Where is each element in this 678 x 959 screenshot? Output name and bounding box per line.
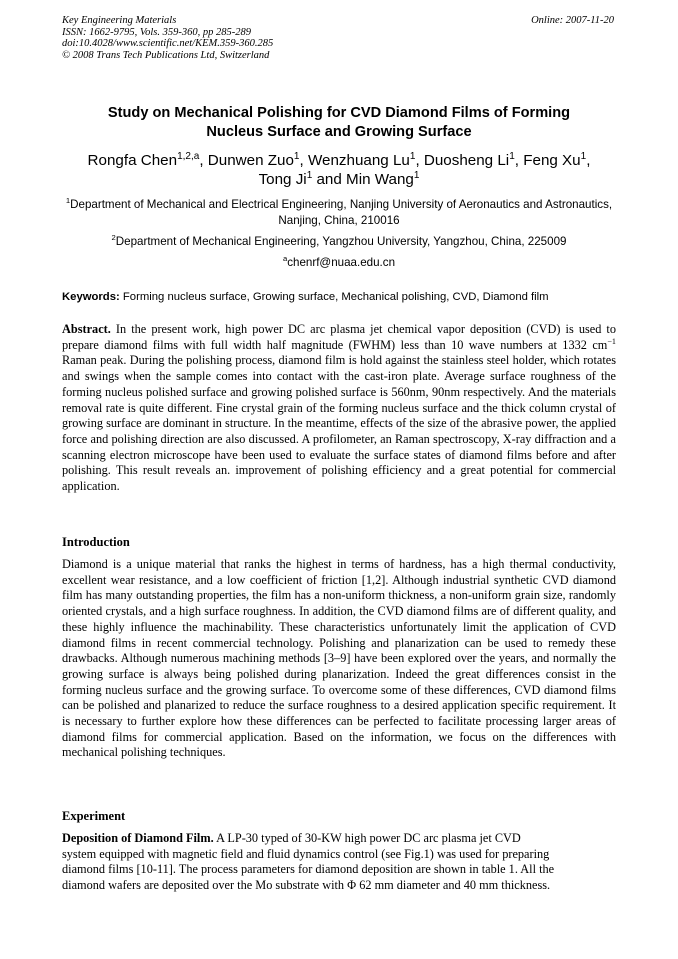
author: Rongfa Chen$^{1,2,a}$ <box>87 150 200 169</box>
author: Tong Ji$^1$ <box>258 169 313 188</box>
deposition-subheading: Deposition of Diamond Film. <box>62 831 214 845</box>
journal-header <box>62 15 273 61</box>
affiliation-1: $^1$Department of Mechanical and Electrical Engineering, Nanjing University of Aeronautics and Astronautics, Nanjing, China, 210016 <box>65 196 613 227</box>
abstract-label: Abstract. <box>62 322 111 336</box>
keywords <box>62 290 616 305</box>
keywords-label: Keywords: <box>62 291 120 303</box>
author: Dunwen Zuo$^1$ <box>207 150 300 169</box>
keywords-text: Forming nucleus surface, Growing surface, Mechanical polishing, CVD, Diamond film <box>119 291 549 303</box>
introduction-heading: Introduction <box>62 535 130 549</box>
copyright-line: © 2008 Trans Tech Publications Ltd, Switzerland <box>62 49 270 61</box>
affiliation-2: $^2$Department of Mechanical Engineering, Yangzhou University, Yangzhou, China, 225009 <box>111 233 567 248</box>
issn-line: ISSN: 1662-9795, Vols. 359-360, pp 285-289 <box>62 26 251 38</box>
author: Wenzhuang Lu$^1$ <box>307 150 416 169</box>
title-line-2: Nucleus Surface and Growing Surface <box>206 124 472 140</box>
author-email: $^a$chenrf@nuaa.edu.cn <box>282 254 396 269</box>
title-line-1: Study on Mechanical Polishing for CVD Diamond Films of Forming <box>107 105 571 121</box>
journal-name: Key Engineering Materials <box>62 15 177 26</box>
doi-line: doi:10.4028/www.scientific.net/KEM.359-360.285 <box>62 38 274 49</box>
author: Feng Xu$^1$ <box>523 150 587 169</box>
author-list: Rongfa Chen$^{1,2,a}$, Dunwen Zuo$^1$, Wenzhuang Lu$^1$, Duosheng Li$^1$, Feng Xu$^1$, Tong Ji$^1$ and Min Wang$^1$ <box>87 150 591 188</box>
abstract: Abstract. In the present work, high power DC arc plasma jet chemical vapor deposition (CVD) is used to prepare diamond films with full width half magnitude (FWHM) less than 10 wave numbers at 1332 $cm^{-1}$ Raman peak. During the polishing process, diamond film is hold against the stainless steel holder, which rotates and swings when the sample comes into contact with the cast-iron plate. Average surface roughness of the forming nucleus polished surface and growing polished surface is 560nm, 90nm respectively. And the materials removal rate is quite different. Fine crystal grain of the forming nucleus surface and the thick column crystal of growing surface are dominant in structure. In the meantime, effects of the size of the abrasive power, the applied force and polishing direction are also discussed. A profilometer, an Raman spectroscopy, X-ray diffraction and a scanning electron microscope have been used to evaluate the surface states of diamond films before and after polishing. This result reveals an. improvement of polishing efficiency and a great potential for commercial application. <box>62 322 616 494</box>
author: Min Wang$^1$ <box>346 169 420 188</box>
author: Duosheng Li$^1$ <box>423 150 515 169</box>
paper-title <box>62 104 616 142</box>
experiment-text: Deposition of Diamond Film. A LP-30 typed of 30-KW high power DC arc plasma jet CVD system equipped with magnetic field and fluid dynamics control (see Fig.1) was used for preparing diamond films [10-11]. The process parameters for diamond deposition are shown in table 1. All the diamond wafers are deposited over the Mo substrate with Φ 62 mm diameter and 40 mm thickness. <box>62 831 555 893</box>
introduction-text: Diamond is a unique material that ranks the highest in terms of hardness, has a high thermal conductivity, excellent wear resistance, and a low coefficient of friction [1,2]. Although industrial synthetic CVD diamond film has many outstanding properties, the film has a non-uniform thickness, a non-uniform grain size, randomly oriented crystals, and a high surface roughness. In addition, the CVD diamond films are of different quality, and these highly influence the machinability. These characteristics unfortunately limit the application of CVD diamond films in recent commercial technology. Polishing and planarization can be used to remedy these drawbacks. Although numerous machining methods [3–9] have been explored over the years, and normally the growing surface is always being polished during planarization. Indeed the great differences consist in the forming nucleus surface and the growing surface. To overcome some of these differences, CVD diamond films can be polished and planarized to reduce the surface roughness to a desired application specific requirement. It is necessary to further explore how these differences can be perfected to facilitate processing larger areas of diamond films for commercial application. Based on the information, we focus on the differences with mechanical polishing techniques. <box>62 557 616 760</box>
online-date: Online: 2007-11-20 <box>531 15 614 26</box>
experiment-heading: Experiment <box>62 809 126 823</box>
